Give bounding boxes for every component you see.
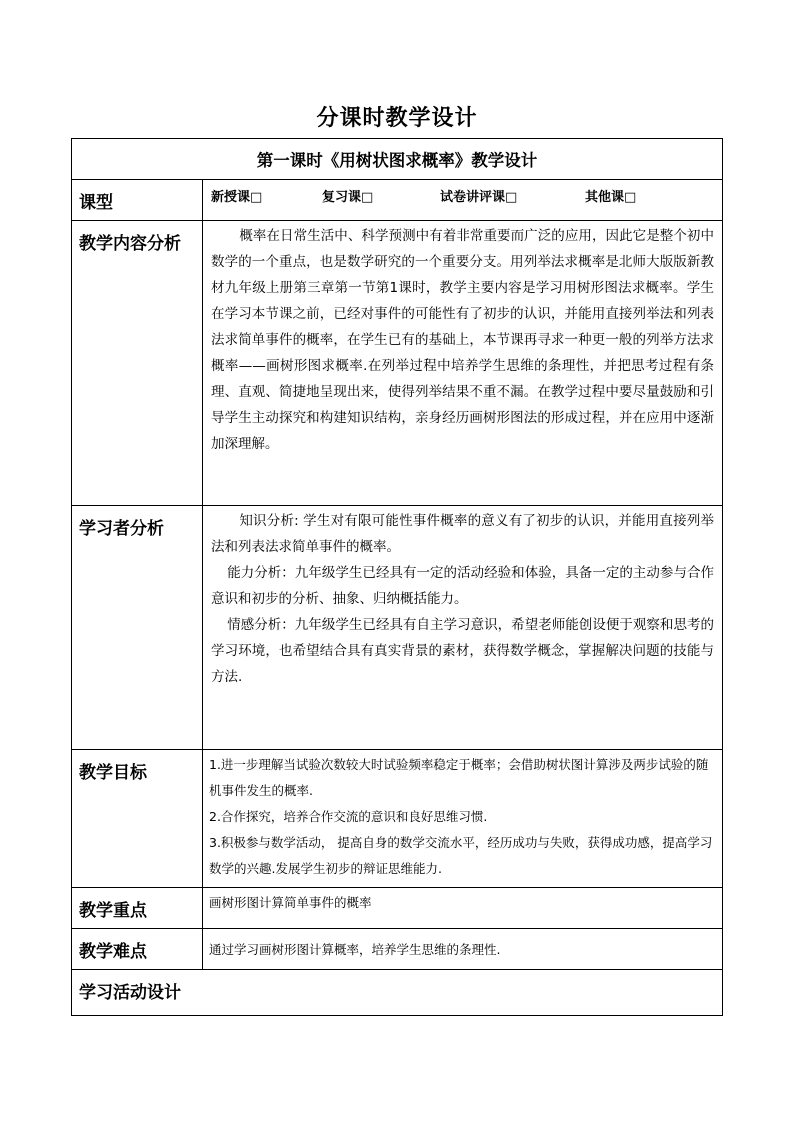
lesson-type-row — [72, 180, 723, 221]
ability-analysis-text: 能力分析：九年级学生已经具有一定的活动经验和体验，具备一定的主动参与合作意识和初步的分析、抽象、归纳概括能力。 — [211, 565, 714, 607]
objectives-label: 教学目标 — [72, 750, 203, 888]
lesson-design-table — [71, 138, 723, 1016]
emotion-analysis-text: 情感分析：九年级学生已经具有自主学习意识，希望老师能创设便于观察和思考的学习环境，也希望结合具有真实背景的素材，获得数学概念，掌握解决问题的技能与方法. — [211, 617, 714, 685]
key-points-text: 画树形图计算简单事件的概率 — [203, 888, 723, 929]
knowledge-analysis-text: 知识分析: 学生对有限可能性事件概率的意义有了初步的认识，并能用直接列举法和列表法求简单事件的概率。 — [211, 513, 714, 555]
learner-analysis-cell — [203, 506, 723, 750]
lesson-title: 第一课时《用树状图求概率》教学设计 — [72, 139, 723, 180]
objectives-row — [72, 750, 723, 888]
lesson-title-row — [72, 139, 723, 180]
content-analysis-text: 概率在日常生活中、科学预测中有着非常重要而广泛的应用，因此它是整个初中数学的一个重点，也是数学研究的一个重要分支。用列举法求概率是北师大版版新教材九年级上册第三章第一节第1课时，教学主要内容是学习用树形图法求概率。学生在学习本节课之前，已经对事件的可能性有了初步的认识，并能用直接列举法和列表法求简单事件的概率，在学生已有的基础上，本节课再寻求一种更一般的列举方法求概率——画树形图求概率.在列举过程中培养学生思维的条理性，并把思考过程有条理、直观、简捷地呈现出来，使得列举结果不重不漏。在教学过程中要尽量鼓励和引导学生主动探究和构建知识结构，亲身经历画树形图法的形成过程，并在应用中逐渐加深理解。 — [211, 228, 714, 452]
lesson-type-exam-review: 试卷讲评课□ — [440, 190, 518, 205]
lesson-type-review: 复习课□ — [322, 190, 374, 205]
lesson-type-new: 新授课□ — [211, 190, 263, 205]
lesson-type-other: 其他课□ — [585, 190, 637, 205]
content-analysis-cell — [203, 221, 723, 506]
key-points-row — [72, 888, 723, 929]
content-analysis-label: 教学内容分析 — [72, 221, 203, 506]
objective-item: 3.积极参与数学活动， 提高自身的数学交流水平，经历成功与失败，获得成功感，提高学习数学的兴趣.发展学生初步的辩证思维能力. — [209, 835, 713, 876]
lesson-type-options — [203, 180, 723, 221]
difficulties-text: 通过学习画树形图计算概率，培养学生思维的条理性. — [203, 929, 723, 970]
activity-design-label: 学习活动设计 — [72, 970, 723, 1016]
difficulties-label: 教学难点 — [72, 929, 203, 970]
difficulties-row — [72, 929, 723, 970]
learner-analysis-label: 学习者分析 — [72, 506, 203, 750]
objectives-cell — [203, 750, 723, 888]
learner-analysis-row — [72, 506, 723, 750]
lesson-type-label: 课型 — [72, 180, 203, 221]
content-analysis-row — [72, 221, 723, 506]
page-title: 分课时教学设计 — [316, 106, 478, 131]
objective-item: 2.合作探究，培养合作交流的意识和良好思维习惯. — [209, 809, 488, 824]
key-points-label: 教学重点 — [72, 888, 203, 929]
activity-design-row — [72, 970, 723, 1016]
objective-item: 1.进一步理解当试验次数较大时试验频率稳定于概率；会借助树状图计算涉及两步试验的随机事件发生的概率. — [209, 757, 709, 798]
